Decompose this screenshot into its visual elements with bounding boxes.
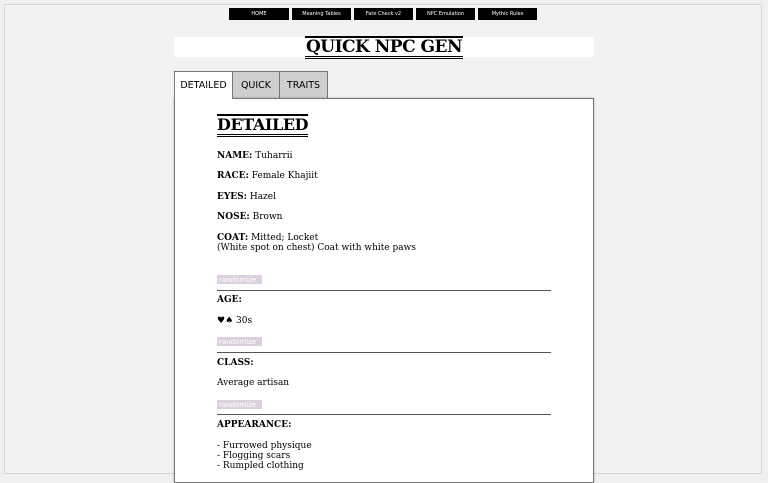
- nav-npc-emulation-button[interactable]: NPC Emulation: [416, 8, 475, 20]
- name-field: [217, 151, 293, 161]
- randomize-details-button[interactable]: randomize: [217, 275, 262, 284]
- name-label: NAME:: [217, 151, 253, 161]
- coat-label: COAT:: [217, 233, 249, 243]
- coat-value-line2: (White spot on chest) Coat with white paws: [217, 243, 416, 253]
- page-title: QUICK NPC GEN: [305, 36, 463, 57]
- detailed-content: [217, 114, 552, 471]
- nav-home-button[interactable]: HOME: [229, 8, 289, 20]
- eyes-value: Hazel: [249, 192, 277, 202]
- age-value: ♥♠ 30s: [217, 316, 253, 326]
- eyes-field: [217, 192, 276, 202]
- coat-field: [217, 233, 318, 243]
- randomize-age-button[interactable]: randomize: [217, 337, 262, 346]
- nose-value: Brown: [252, 212, 283, 222]
- appearance-label: APPEARANCE:: [217, 420, 292, 430]
- tab-bar: [174, 71, 327, 99]
- tab-quick[interactable]: QUICK: [232, 71, 280, 98]
- race-field: [217, 171, 318, 181]
- nav-meaning-tables-button[interactable]: Meaning Tables: [292, 8, 351, 20]
- detailed-panel: [174, 98, 594, 483]
- tab-detailed[interactable]: DETAILED: [174, 71, 233, 99]
- divider: [217, 414, 551, 415]
- appearance-item: - Furrowed physique: [217, 441, 312, 451]
- divider: [217, 352, 551, 353]
- section-title: DETAILED: [217, 114, 308, 137]
- name-value: Tuharrii: [255, 151, 293, 161]
- title-band: [174, 37, 594, 57]
- appearance-item: - Rumpled clothing: [217, 461, 304, 471]
- divider: [217, 290, 551, 291]
- nav-fate-check-button[interactable]: Fate Check v2: [354, 8, 413, 20]
- race-label: RACE:: [217, 171, 249, 181]
- class-label: CLASS:: [217, 358, 254, 368]
- coat-value-line1: Mitted; Locket: [251, 233, 319, 243]
- tab-traits[interactable]: TRAITS: [279, 71, 328, 98]
- appearance-item: - Flogging scars: [217, 451, 291, 461]
- nose-label: NOSE:: [217, 212, 250, 222]
- top-nav: [229, 8, 540, 20]
- race-value: Female Khajiit: [251, 171, 318, 181]
- nav-mythic-rules-button[interactable]: Mythic Rules: [478, 8, 537, 20]
- nose-field: [217, 212, 282, 222]
- age-label: AGE:: [217, 295, 242, 305]
- randomize-class-button[interactable]: randomize: [217, 400, 262, 409]
- class-value: Average artisan: [217, 378, 290, 388]
- eyes-label: EYES:: [217, 192, 247, 202]
